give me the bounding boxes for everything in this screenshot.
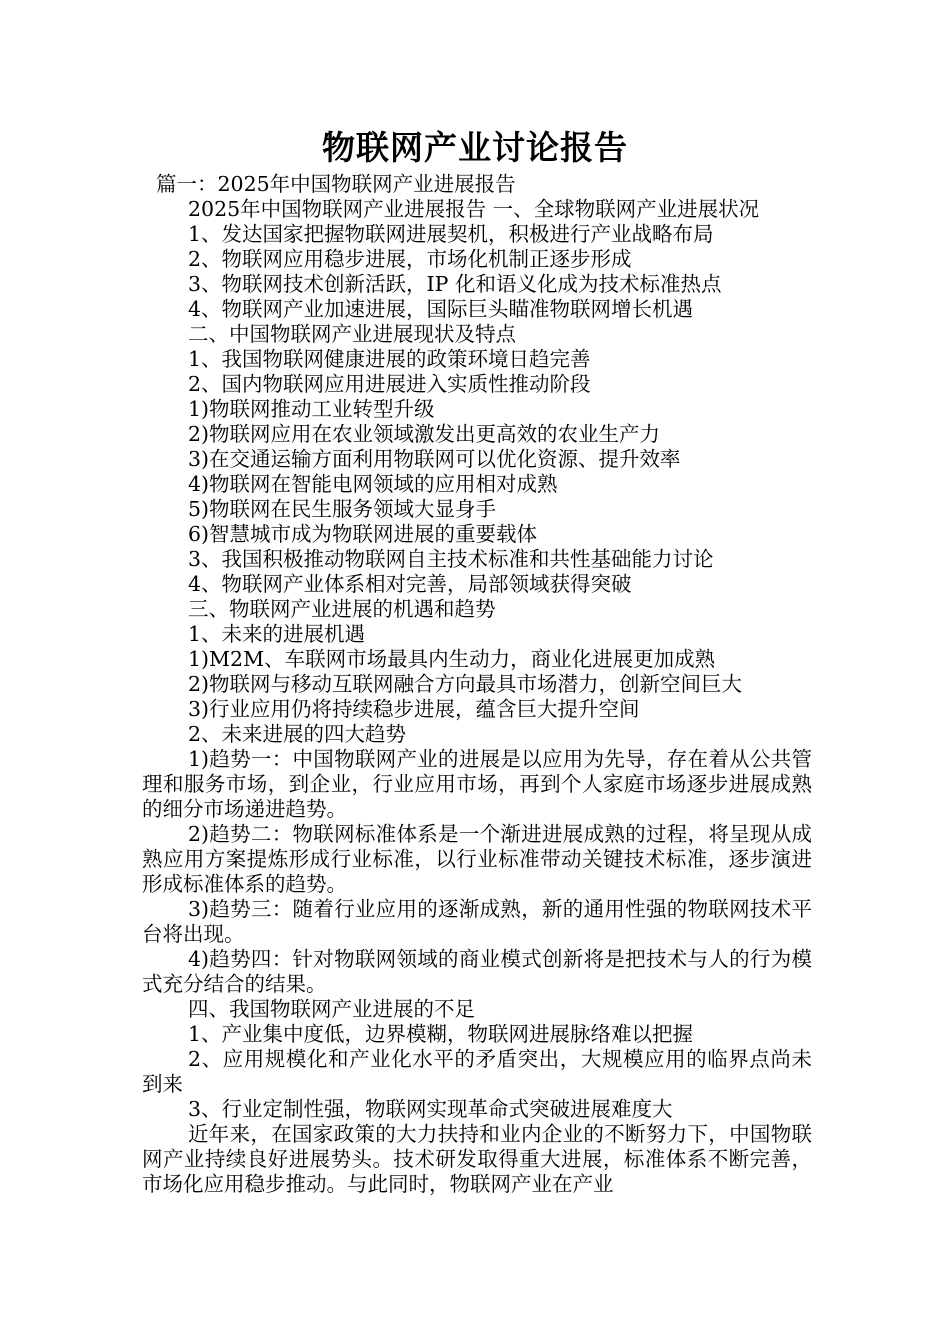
body-line: 3)在交通运输方面利用物联网可以优化资源、提升效率 — [188, 447, 681, 471]
body-line: 3)行业应用仍将持续稳步进展，蕴含巨大提升空间 — [188, 697, 640, 721]
section-heading: 四、我国物联网产业进展的不足 — [188, 997, 475, 1021]
body-line: 2)物联网与移动互联网融合方向最具市场潜力，创新空间巨大 — [188, 672, 743, 696]
body-line: 2、国内物联网应用进展进入实质性推动阶段 — [188, 372, 591, 396]
body-line: 4、物联网产业加速进展，国际巨头瞄准物联网增长机遇 — [188, 297, 694, 321]
section-heading: 三、物联网产业进展的机遇和趋势 — [188, 597, 496, 621]
intro-paragraph: 2025年中国物联网产业进展报告 一、全球物联网产业进展状况 — [188, 197, 760, 221]
body-line: 1、发达国家把握物联网进展契机，积极进行产业战略布局 — [188, 222, 714, 246]
trend-paragraph: 3)趋势三：随着行业应用的逐渐成熟，新的通用性强的物联网技术平台将出现。 — [142, 897, 812, 946]
body-line: 3、我国积极推动物联网自主技术标准和共性基础能力讨论 — [188, 547, 714, 571]
body-line: 1)M2M、车联网市场最具内生动力，商业化进展更加成熟 — [188, 647, 716, 671]
body-line: 2、物联网应用稳步进展，市场化机制正逐步形成 — [188, 247, 632, 271]
body-line: 1、产业集中度低，边界模糊，物联网进展脉络难以把握 — [188, 1022, 694, 1046]
part-heading: 篇一：2025年中国物联网产业进展报告 — [156, 172, 516, 196]
body-line: 4、物联网产业体系相对完善，局部领域获得突破 — [188, 572, 632, 596]
body-line: 3、行业定制性强，物联网实现革命式突破进展难度大 — [188, 1097, 673, 1121]
closing-paragraph: 近年来，在国家政策的大力扶持和业内企业的不断努力下，中国物联网产业持续良好进展势头。技术研发取得重大进展，标准体系不断完善，市场化应用稳步推动。与此同时，物联网产业在产业 — [142, 1122, 812, 1196]
body-line: 5)物联网在民生服务领域大显身手 — [188, 497, 497, 521]
body-line: 1、我国物联网健康进展的政策环境日趋完善 — [188, 347, 591, 371]
section-heading: 二、中国物联网产业进展现状及特点 — [188, 322, 516, 346]
trend-paragraph: 2)趋势二：物联网标准体系是一个渐进进展成熟的过程，将呈现从成熟应用方案提炼形成行业标准，以行业标准带动关键技术标准，逐步演进形成标准体系的趋势。 — [142, 822, 812, 896]
body-line: 1)物联网推动工业转型升级 — [188, 397, 435, 421]
body-line: 2、未来进展的四大趋势 — [188, 722, 407, 746]
body-line: 6)智慧城市成为物联网进展的重要载体 — [188, 522, 538, 546]
body-paragraph: 2、应用规模化和产业化水平的矛盾突出，大规模应用的临界点尚未到来 — [142, 1047, 812, 1096]
body-line: 2)物联网应用在农业领域激发出更高效的农业生产力 — [188, 422, 661, 446]
body-line: 1、未来的进展机遇 — [188, 622, 366, 646]
document-title: 物联网产业讨论报告 — [322, 128, 628, 167]
body-line: 4)物联网在智能电网领域的应用相对成熟 — [188, 472, 558, 496]
trend-paragraph: 1)趋势一：中国物联网产业的进展是以应用为先导，存在着从公共管理和服务市场，到企业，行业应用市场，再到个人家庭市场逐步进展成熟的细分市场递进趋势。 — [142, 747, 812, 821]
trend-paragraph: 4)趋势四：针对物联网领域的商业模式创新将是把技术与人的行为模式充分结合的结果。 — [142, 947, 812, 996]
body-line: 3、物联网技术创新活跃，IP 化和语义化成为技术标准热点 — [188, 272, 722, 296]
document-body — [142, 172, 812, 1197]
